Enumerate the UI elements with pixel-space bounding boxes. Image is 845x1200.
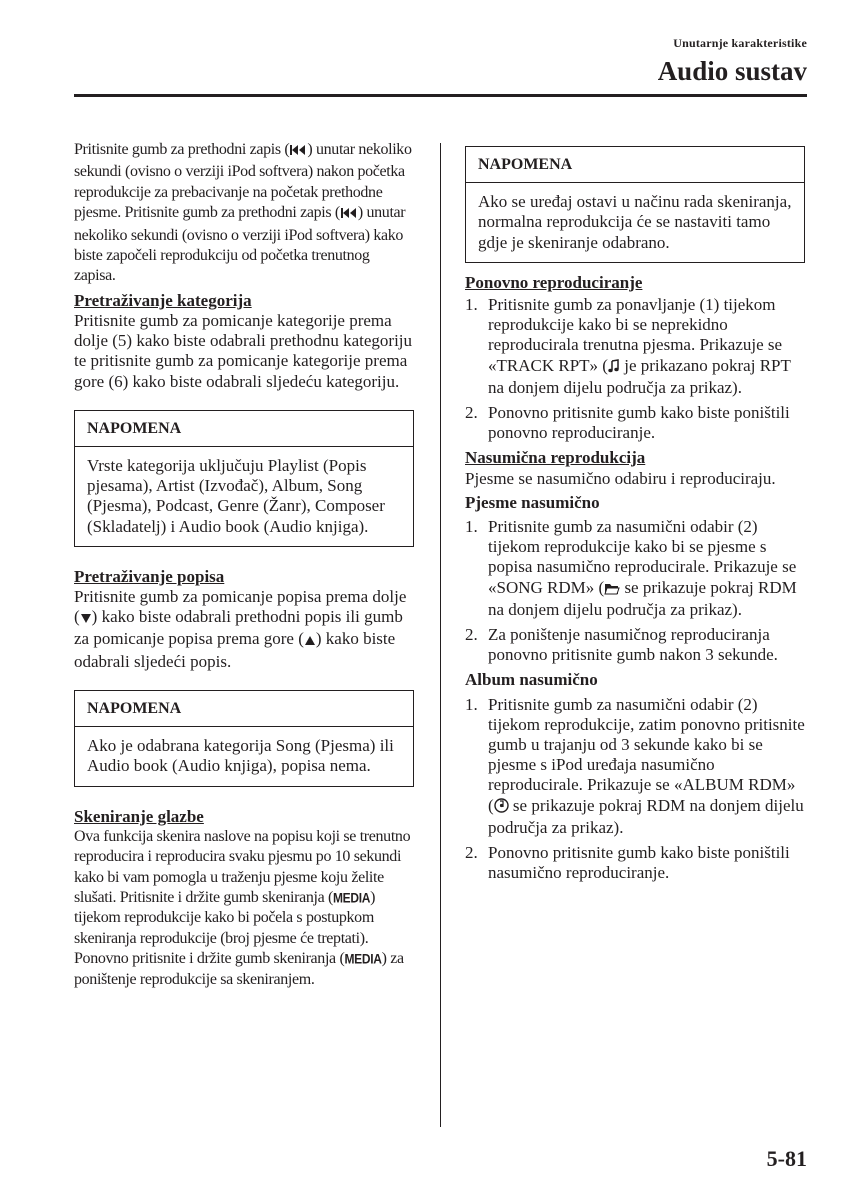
header-rule bbox=[74, 94, 807, 97]
media-button-label: MEDIA bbox=[344, 951, 382, 968]
album-random-steps bbox=[465, 695, 805, 884]
intro-paragraph: Pritisnite gumb za prethodni zapis ( ) unutar nekoliko sekundi (ovisno o verziji iPod softvera) nakon početka reprodukcije za prebacivanje na početak prethodne pjesme. Pritisnite gumb za prethodni zapis ( ) unutar nekoliko sekundi (ovisno o verziji iPod softvera) kako biste započeli reprodukciju od početka trenutnog zapisa. bbox=[74, 141, 412, 285]
list-item: 1. Pritisnite gumb za nasumični odabir (2) tijekom reprodukcije kako bi se pjesme s popisa nasumično reproducirale. Prikazuje se «SONG RDM» ( se prikazuje pokraj RDM na donjem dijelu područja za prikaz). bbox=[465, 517, 797, 619]
repeat-note-icon bbox=[608, 358, 620, 378]
repeat-heading: Ponovno reproduciranje bbox=[465, 272, 643, 292]
music-scan-heading: Skeniranje glazbe bbox=[74, 806, 204, 826]
down-triangle-icon bbox=[80, 609, 92, 629]
note-box bbox=[465, 146, 805, 263]
note-text: Vrste kategorija uključuju Playlist (Popis pjesama), Artist (Izvođač), Album, Song (Pjesma), Podcast, Genre (Žanr), Composer (Skladatelj) i Audio book (Audio knjiga). bbox=[87, 456, 385, 536]
list-search-text: Pritisnite gumb za pomicanje popisa prema dolje ( ) kako biste odabrali prethodni popis ili gumb za pomicanje popisa prema gore ( ) kako biste odabrali sljedeći popis. bbox=[74, 587, 407, 671]
note-title: NAPOMENA bbox=[75, 411, 413, 447]
music-scan-text: Ova funkcija skenira naslove na popisu koji se trenutno reproducira i reproducira svaku pjesmu po 10 sekundi kako bi vam pomogla u traženju pjesme koju želite slušati. Pritisnite i držite gumb skeniranja (MEDIA) tijekom reprodukcije kako bi počela s postupkom skeniranja reprodukcije (broj pjesme će treptati). Ponovno pritisnite i držite gumb skeniranja (MEDIA) za poništenje reprodukcije sa skeniranjem. bbox=[74, 827, 411, 988]
note-box bbox=[74, 690, 414, 787]
songs-random-heading: Pjesme nasumično bbox=[465, 492, 600, 512]
left-column bbox=[74, 140, 414, 990]
right-column bbox=[465, 140, 805, 889]
page-title: Audio sustav bbox=[657, 56, 807, 86]
category-search-heading: Pretraživanje kategorija bbox=[74, 290, 252, 310]
songs-random-steps bbox=[465, 517, 805, 665]
prev-track-icon bbox=[340, 205, 358, 225]
repeat-steps bbox=[465, 295, 805, 443]
note-text: Ako se uređaj ostavi u načinu rada skeniranja, normalna reprodukcija će se nastaviti tamo gdje je skeniranje odabrano. bbox=[478, 192, 792, 252]
list-item: 2. Ponovno pritisnite gumb kako biste poništili ponovno reproduciranje. bbox=[465, 403, 790, 443]
list-item: 1. Pritisnite gumb za ponavljanje (1) tijekom reprodukcije kako bi se neprekidno reproducirala trenutna pjesma. Prikazuje se «TRACK RPT» ( je prikazano pokraj RPT na donjem dijelu područja za prikaz). bbox=[465, 295, 791, 397]
column-divider bbox=[440, 143, 441, 1127]
note-text: Ako je odabrana kategorija Song (Pjesma) ili Audio book (Audio knjiga), popisa nema. bbox=[87, 736, 394, 776]
random-heading: Nasumična reprodukcija bbox=[465, 448, 646, 468]
prev-track-icon bbox=[289, 142, 307, 162]
disc-icon bbox=[494, 798, 509, 818]
album-random-heading: Album nasumično bbox=[465, 670, 598, 690]
list-item: 1. Pritisnite gumb za nasumični odabir (2) tijekom reprodukcije, zatim ponovno pritisnite gumb u trajanju od 3 sekunde kako bi se pjesme s iPod uređaja nasumično reproducirale. Prikazuje se «ALBUM RDM» ( se prikazuje pokraj RDM na donjem dijelu područja za prikaz). bbox=[465, 694, 805, 837]
list-item: 2. Ponovno pritisnite gumb kako biste poništili nasumično reproduciranje. bbox=[465, 843, 790, 883]
media-button-label: MEDIA bbox=[332, 889, 371, 906]
up-triangle-icon bbox=[304, 631, 316, 651]
list-item: 2. Za poništenje nasumičnog reproduciranja ponovno pritisnite gumb nakon 3 sekunde. bbox=[465, 625, 778, 665]
section-label: Unutarnje karakteristike bbox=[673, 36, 807, 50]
folder-icon bbox=[604, 580, 620, 600]
note-box bbox=[74, 410, 414, 547]
category-search-text: Pritisnite gumb za pomicanje kategorije prema dolje (5) kako biste odabrali prethodnu kategoriju te pritisnite gumb za pomicanje kategorije prema gore (6) kako biste odabrali sljedeću kategoriju. bbox=[74, 311, 413, 391]
note-title: NAPOMENA bbox=[75, 691, 413, 727]
note-title: NAPOMENA bbox=[466, 147, 804, 183]
random-text: Pjesme se nasumično odabiru i reproduciraju. bbox=[465, 468, 776, 488]
page-number: 5-81 bbox=[766, 1146, 807, 1171]
list-search-heading: Pretraživanje popisa bbox=[74, 566, 225, 586]
